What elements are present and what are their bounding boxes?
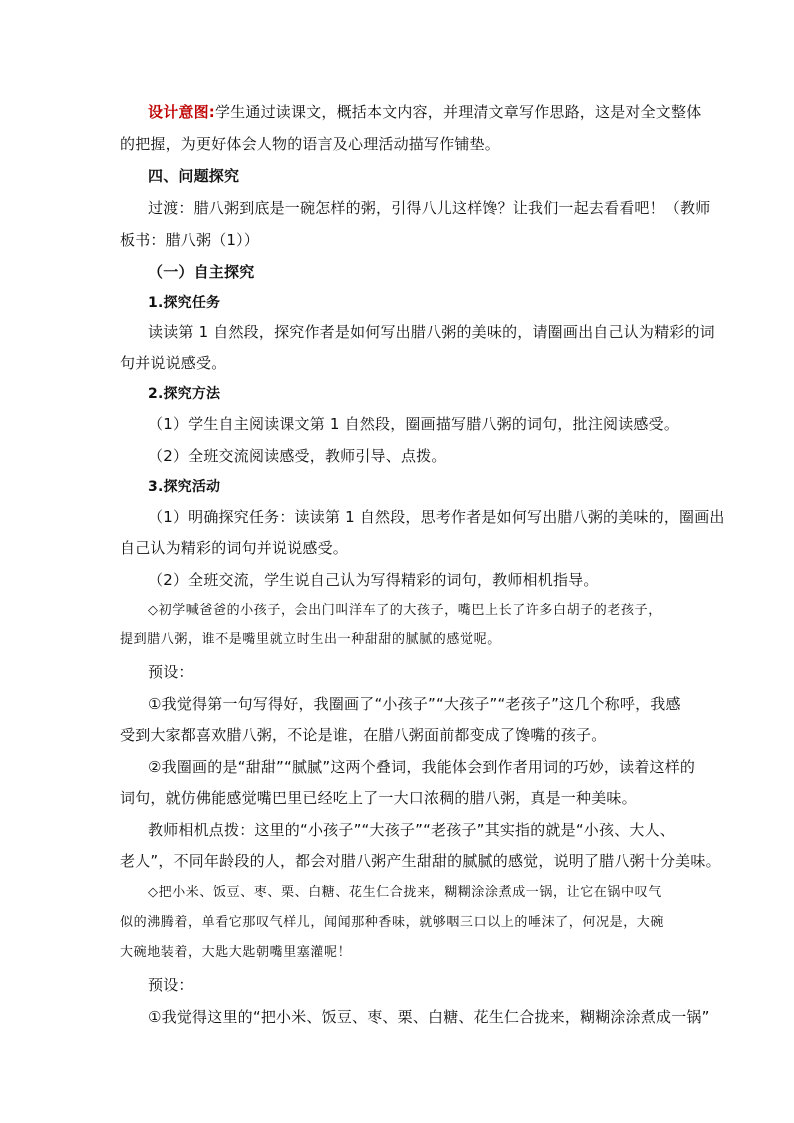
task-line2: 句并说说感受。 — [120, 354, 227, 372]
preset1-item1-line2: 受到大家都喜欢腊八粥，不论是谁，在腊八粥面前都变成了馋嘴的孩子。 — [120, 726, 607, 744]
preset1-label: 预设： — [148, 663, 194, 681]
sub-section1-title: （一）自主探究 — [148, 263, 255, 281]
task-line1: 读读第 1 自然段，探究作者是如何写出腊八粥的美味的，请圈画出自己认为精彩的词 — [148, 323, 715, 341]
teacher-comment-line1: 教师相机点拨：这里的“小孩子”“大孩子”“老孩子”其实指的就是“小孩、大人、 — [148, 821, 676, 839]
heading-explore-task: 1.探究任务 — [148, 295, 221, 311]
quote1-line2: 提到腊八粥，谁不是嘴里就立时生出一种甜甜的腻腻的感觉呢。 — [120, 632, 501, 647]
activity1-line2: 自己认为精彩的词句并说说感受。 — [120, 539, 349, 557]
section4-title: 四、问题探究 — [148, 167, 240, 185]
design-intent-text1: 学生通过读课文，概括本文内容，并理清文章写作思路，这是对全文整体 — [215, 103, 702, 121]
preset1-item2-line1: ②我圈画的是“甜甜”“腻腻”这两个叠词，我能体会到作者用词的巧妙，读着这样的 — [148, 758, 696, 776]
quote2-line1: ◇把小米、饭豆、枣、栗、白糖、花生仁合拢来，糊糊涂涂煮成一锅，让它在锅中叹气 — [148, 885, 662, 900]
preset2-label: 预设： — [148, 976, 194, 994]
method-item2: （2）全班交流阅读感受，教师引导、点拨。 — [148, 447, 447, 465]
preset1-item2-line2: 词句，就仿佛能感觉嘴巴里已经吃上了一大口浓稠的腊八粥，真是一种美味。 — [120, 789, 637, 807]
quote2-line3: 大碗地装着，大匙大匙朝嘴里塞灌呢！ — [120, 945, 352, 960]
heading-explore-activity: 3.探究活动 — [148, 479, 221, 495]
design-intent-label: 设计意图: — [148, 103, 215, 121]
preset1-item1-line1: ①我觉得第一句写得好，我圈画了“小孩子”“大孩子”“老孩子”这几个称呼，我感 — [148, 695, 681, 713]
quote2-line2: 似的沸腾着，单看它那叹气样儿，闻闻那种香味，就够咽三口以上的唾沫了，何况是，大碗 — [120, 915, 665, 930]
transition-line1: 过渡：腊八粥到底是一碗怎样的粥，引得八儿这样馋？让我们一起去看看吧！（教师 — [148, 199, 711, 217]
preset2-item1-line1: ①我觉得这里的“把小米、饭豆、枣、栗、白糖、花生仁合拢来，糊糊涂涂煮成一锅” — [148, 1008, 710, 1026]
heading-explore-method: 2.探究方法 — [148, 386, 221, 402]
activity1-line1: （1）明确探究任务：读读第 1 自然段，思考作者是如何写出腊八粥的美味的，圈画出 — [148, 508, 725, 526]
activity2: （2）全班交流，学生说自己认为写得精彩的词句，教师相机指导。 — [148, 571, 599, 589]
teacher-comment-line2: 老人”，不同年龄段的人，都会对腊八粥产生甜甜的腻腻的感觉，说明了腊八粥十分美味。 — [120, 852, 721, 870]
method-item1: （1）学生自主阅读课文第 1 自然段，圈画描写腊八粥的词句，批注阅读感受。 — [148, 415, 680, 433]
design-intent-line1 — [148, 102, 701, 122]
quote1-line1: ◇初学喊爸爸的小孩子，会出门叫洋车了的大孩子，嘴巴上长了许多白胡子的老孩子， — [148, 603, 662, 618]
transition-line2: 板书：腊八粥（1）） — [120, 231, 260, 249]
design-intent-line2: 的把握，为更好体会人物的语言及心理活动描写作铺垫。 — [120, 135, 501, 153]
